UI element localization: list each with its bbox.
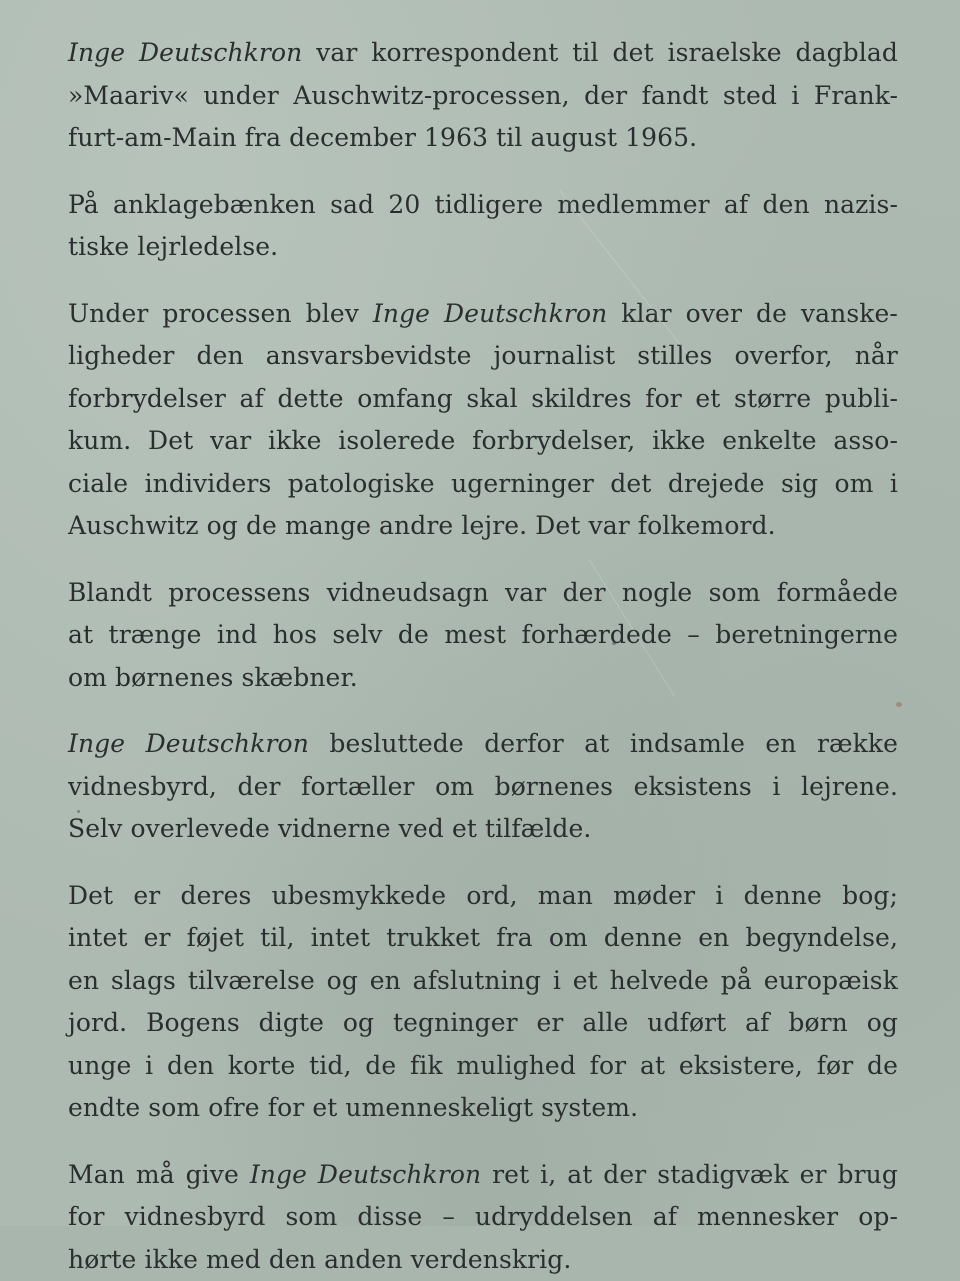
text-line — [68, 1087, 898, 1130]
text-line — [68, 293, 898, 336]
text-line — [68, 960, 898, 1003]
text-line — [68, 226, 898, 269]
author-name-italic: Inge Deutschkron — [250, 1160, 481, 1189]
text-segment: at trænge ind hos selv de mest forhærdede – beretningerne — [68, 620, 898, 649]
text-segment: var korrespondent til det israelske dagblad — [302, 38, 898, 67]
text-segment: På anklagebænken sad 20 tidligere medlemmer af den nazis- — [68, 190, 898, 219]
text-segment: tiske lejrledelse. — [68, 232, 278, 261]
text-line — [68, 1239, 898, 1281]
text-segment: Det er deres ubesmykkede ord, man møder i denne bog; — [68, 881, 898, 910]
text-segment: kum. Det var ikke isolerede forbrydelser, ikke enkelte asso- — [68, 426, 898, 455]
text-line — [68, 117, 898, 160]
text-segment: Auschwitz og de mange andre lejre. Det var folkemord. — [68, 511, 776, 540]
text-body — [68, 32, 898, 1281]
text-segment: forbrydelser af dette omfang skal skildres for et større publi- — [68, 384, 898, 413]
author-name-italic: Inge Deutschkron — [68, 729, 309, 758]
text-segment: en slags tilværelse og en afslutning i et helvede på europæisk — [68, 966, 898, 995]
text-segment: Under processen blev — [68, 299, 373, 328]
paragraph — [68, 723, 898, 851]
text-line — [68, 1196, 898, 1239]
text-line — [68, 657, 898, 700]
text-segment: endte som ofre for et umenneskeligt system. — [68, 1093, 638, 1122]
text-line — [68, 723, 898, 766]
text-line — [68, 1045, 898, 1088]
author-name-italic: Inge Deutschkron — [373, 299, 607, 328]
text-segment: besluttede derfor at indsamle en række — [309, 729, 898, 758]
text-line — [68, 75, 898, 118]
text-segment: vidnesbyrd, der fortæller om børnenes eksistens i lejrene. — [68, 772, 898, 801]
text-line — [68, 184, 898, 227]
paragraph — [68, 184, 898, 269]
text-line — [68, 1002, 898, 1045]
text-line — [68, 808, 898, 851]
text-line — [68, 378, 898, 421]
paragraph — [68, 1154, 898, 1281]
paragraph — [68, 32, 898, 160]
text-line — [68, 614, 898, 657]
text-segment: ret i, at der stadigvæk er brug — [481, 1160, 898, 1189]
text-segment: intet er føjet til, intet trukket fra om denne en begyndelse, — [68, 923, 898, 952]
text-segment: hørte ikke med den anden verdenskrig. — [68, 1245, 571, 1274]
text-line — [68, 875, 898, 918]
text-segment: ciale individers patologiske ugerninger det drejede sig om i — [68, 469, 898, 498]
text-segment: jord. Bogens digte og tegninger er alle udført af børn og — [68, 1008, 898, 1037]
text-segment: Selv overlevede vidnerne ved et tilfælde. — [68, 814, 591, 843]
text-line — [68, 420, 898, 463]
text-segment: unge i den korte tid, de fik mulighed for at eksistere, før de — [68, 1051, 898, 1080]
text-segment: klar over de vanske- — [607, 299, 898, 328]
text-line — [68, 463, 898, 506]
text-line — [68, 1154, 898, 1197]
text-segment: furt-am-Main fra december 1963 til august 1965. — [68, 123, 697, 152]
text-segment: for vidnesbyrd som disse – udryddelsen af mennesker op- — [68, 1202, 898, 1231]
text-segment: Man må give — [68, 1160, 250, 1189]
text-line — [68, 505, 898, 548]
text-line — [68, 766, 898, 809]
text-line — [68, 572, 898, 615]
author-name-italic: Inge Deutschkron — [68, 38, 302, 67]
text-segment: ligheder den ansvarsbevidste journalist stilles overfor, når — [68, 341, 898, 370]
text-line — [68, 32, 898, 75]
paragraph — [68, 572, 898, 700]
text-line — [68, 917, 898, 960]
paragraph — [68, 293, 898, 548]
text-segment: »Maariv« under Auschwitz-processen, der fandt sted i Frank- — [68, 81, 898, 110]
paragraph — [68, 875, 898, 1130]
text-line — [68, 335, 898, 378]
text-segment: Blandt processens vidneudsagn var der nogle som formåede — [68, 578, 898, 607]
text-segment: om børnenes skæbner. — [68, 663, 358, 692]
